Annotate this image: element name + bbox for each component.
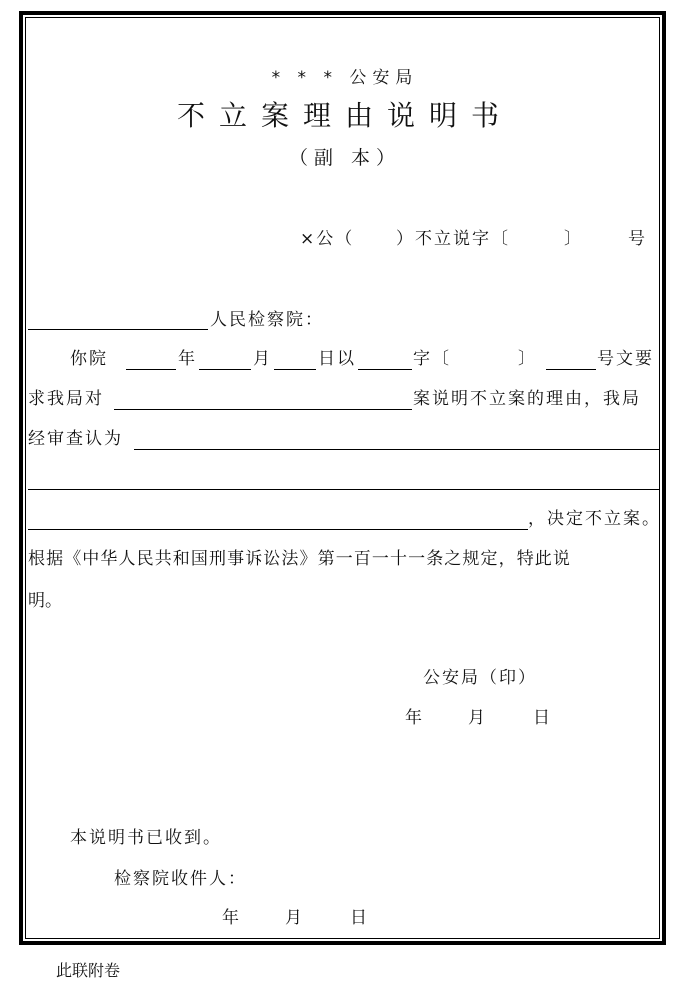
case-name-blank[interactable] [114, 409, 412, 410]
addressee-suffix: 人民检察院： [210, 310, 324, 330]
line1-zi: 字〔 [413, 349, 451, 369]
receipt-year: 年 [222, 908, 239, 928]
line1-day: 日以 [318, 349, 356, 369]
request-day-blank[interactable] [274, 369, 316, 370]
line1-month: 月 [253, 349, 270, 369]
receiver-label: 检察院收件人： [114, 869, 247, 889]
agency-seal: 公安局（印） [423, 668, 537, 688]
document-title: 不立案理由说明书 [176, 99, 513, 132]
legal-basis: 根据《中华人民共和国刑事诉讼法》第一百一十一条之规定，特此说 [28, 549, 571, 569]
doc-number-suffix: 号 [628, 229, 645, 249]
line2-tail: 案说明不立案的理由，我局 [413, 389, 641, 409]
line1-your-court: 你院 [70, 349, 108, 369]
agency-header: * * * 公安局 [271, 68, 419, 88]
line1-bracket-close: 〕 [518, 349, 535, 369]
legal-basis-end: 明。 [28, 591, 62, 611]
request-month-blank[interactable] [199, 369, 251, 370]
reason-blank-2[interactable] [28, 489, 660, 490]
line3-lead: 经审查认为 [28, 429, 123, 449]
doc-number-middle: ）不立说字〔 [396, 229, 510, 249]
procuratorate-name-blank[interactable] [28, 329, 208, 330]
request-word-blank[interactable] [358, 369, 412, 370]
request-year-blank[interactable] [126, 369, 176, 370]
footer-note: 此联附卷 [56, 961, 121, 980]
receipt-confirmation: 本说明书已收到。 [70, 828, 222, 848]
signature-month: 月 [468, 708, 485, 728]
doc-number-prefix: ×公（ [300, 229, 355, 249]
receipt-day: 日 [350, 908, 367, 928]
copy-label: （副 本） [288, 147, 402, 169]
signature-year: 年 [405, 708, 422, 728]
line1-year: 年 [178, 349, 195, 369]
signature-day: 日 [533, 708, 550, 728]
doc-number-bracket-close: 〕 [564, 229, 581, 249]
reason-blank-1[interactable] [134, 449, 660, 450]
reason-blank-3[interactable] [28, 529, 528, 530]
line2-lead: 求我局对 [28, 389, 104, 409]
line1-doc-request: 号文要 [597, 349, 654, 369]
request-number-blank[interactable] [546, 369, 596, 370]
receipt-month: 月 [285, 908, 302, 928]
decision-text: ，决定不立案。 [528, 509, 661, 529]
